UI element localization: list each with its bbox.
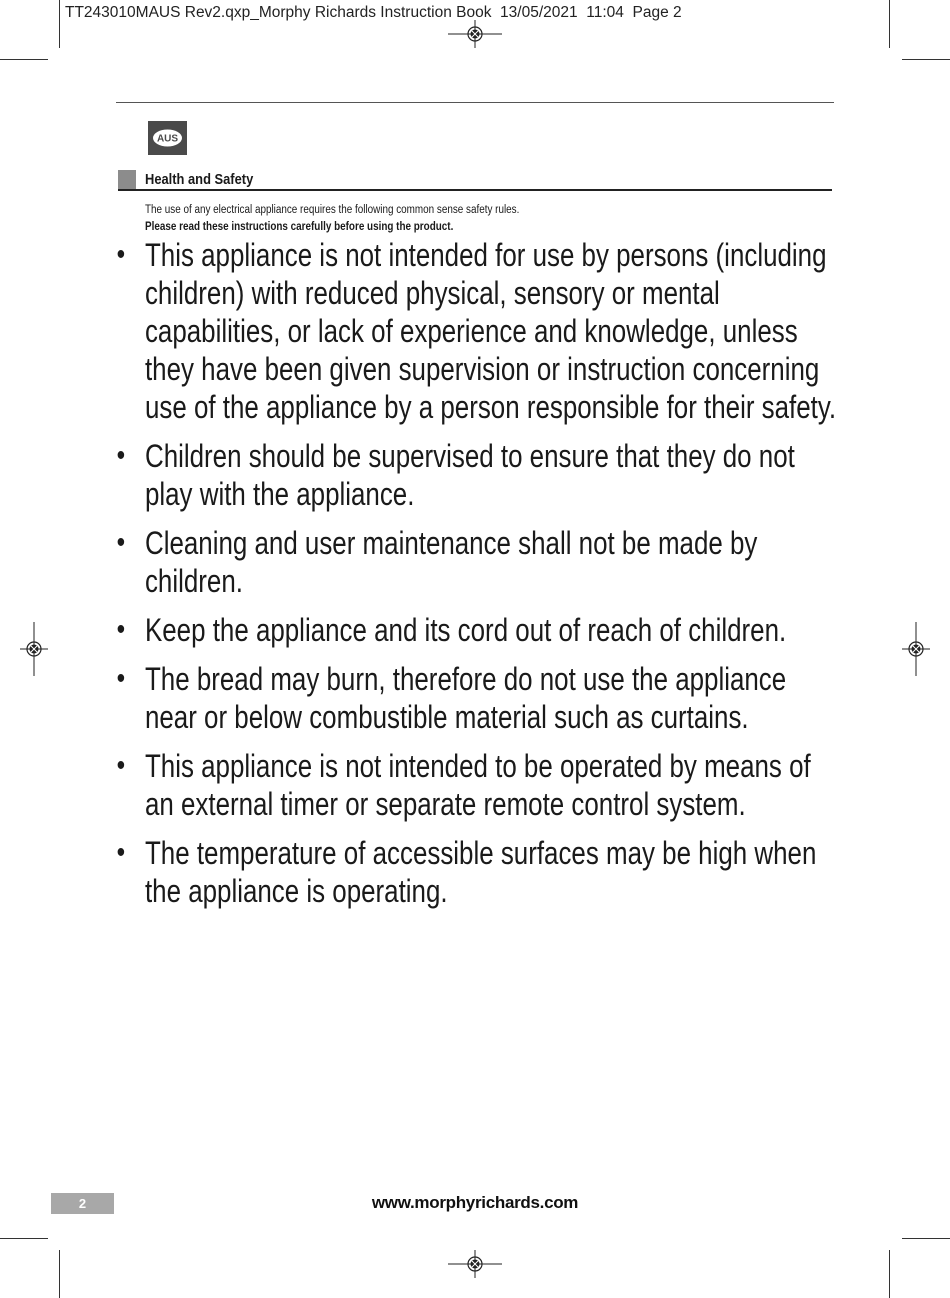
crop-mark-top-left-horizontal <box>0 59 48 60</box>
print-slug-line: TT243010MAUS Rev2.qxp_Morphy Richards Instruction Book 13/05/2021 11:04 Page 2 <box>65 4 682 21</box>
safety-bullet-list <box>115 236 844 921</box>
bullet-text: This appliance is not intended to be operated by means of an external timer or separate remote control system. <box>144 748 811 822</box>
bullet-text: Cleaning and user maintenance shall not be made by children. <box>144 525 758 599</box>
list-item <box>115 236 844 426</box>
bullet-icon: • <box>116 439 126 472</box>
bullet-icon: • <box>116 526 126 559</box>
bullet-text: The temperature of accessible surfaces may be high when the appliance is operating. <box>144 835 817 909</box>
registration-mark-icon <box>20 622 48 676</box>
crop-mark-top-right-horizontal <box>902 59 950 60</box>
bullet-icon: • <box>116 238 126 271</box>
registration-mark-icon <box>448 20 502 48</box>
section-intro <box>145 202 519 236</box>
aus-icon <box>152 128 183 148</box>
list-item <box>115 747 844 823</box>
list-item <box>115 834 844 910</box>
bullet-text: The bread may burn, therefore do not use the appliance near or below combustible material such as curtains. <box>144 661 787 735</box>
list-item <box>115 611 844 649</box>
registration-mark-icon <box>448 1250 502 1278</box>
crop-mark-bottom-left-vertical <box>59 1250 60 1298</box>
crop-mark-top-left-vertical <box>59 0 60 48</box>
crop-mark-bottom-right-horizontal <box>902 1238 950 1239</box>
aus-badge-label: AUS <box>156 133 179 145</box>
crop-mark-bottom-left-horizontal <box>0 1238 48 1239</box>
list-item <box>115 437 844 513</box>
crop-mark-bottom-right-vertical <box>889 1250 890 1298</box>
intro-bold-text: Please read these instructions carefully before using the product. <box>145 221 454 233</box>
section-rule <box>118 189 832 191</box>
list-item <box>115 524 844 600</box>
crop-mark-top-right-vertical <box>889 0 890 48</box>
bullet-text: Children should be supervised to ensure that they do not play with the appliance. <box>144 438 795 512</box>
page-number: 2 <box>51 1193 114 1214</box>
bullet-icon: • <box>116 662 126 695</box>
header-rule <box>116 102 834 103</box>
section-title: Health and Safety <box>145 171 254 188</box>
bullet-text: Keep the appliance and its cord out of reach of children. <box>144 612 787 648</box>
intro-text: The use of any electrical appliance requires the following common sense safety rules. <box>145 204 520 216</box>
registration-mark-icon <box>902 622 930 676</box>
bullet-icon: • <box>116 749 126 782</box>
bullet-icon: • <box>116 836 126 869</box>
section-marker <box>118 170 136 189</box>
bullet-icon: • <box>116 613 126 646</box>
bullet-text: This appliance is not intended for use by persons (including children) with reduced physical, sensory or mental capabilities, or lack of experience and knowledge, unless they have been given supervision or instruction concerning use of the appliance by a person responsible for their safety. <box>144 237 837 425</box>
footer-url: www.morphyrichards.com <box>371 1193 579 1212</box>
aus-region-badge <box>148 121 187 155</box>
list-item <box>115 660 844 736</box>
